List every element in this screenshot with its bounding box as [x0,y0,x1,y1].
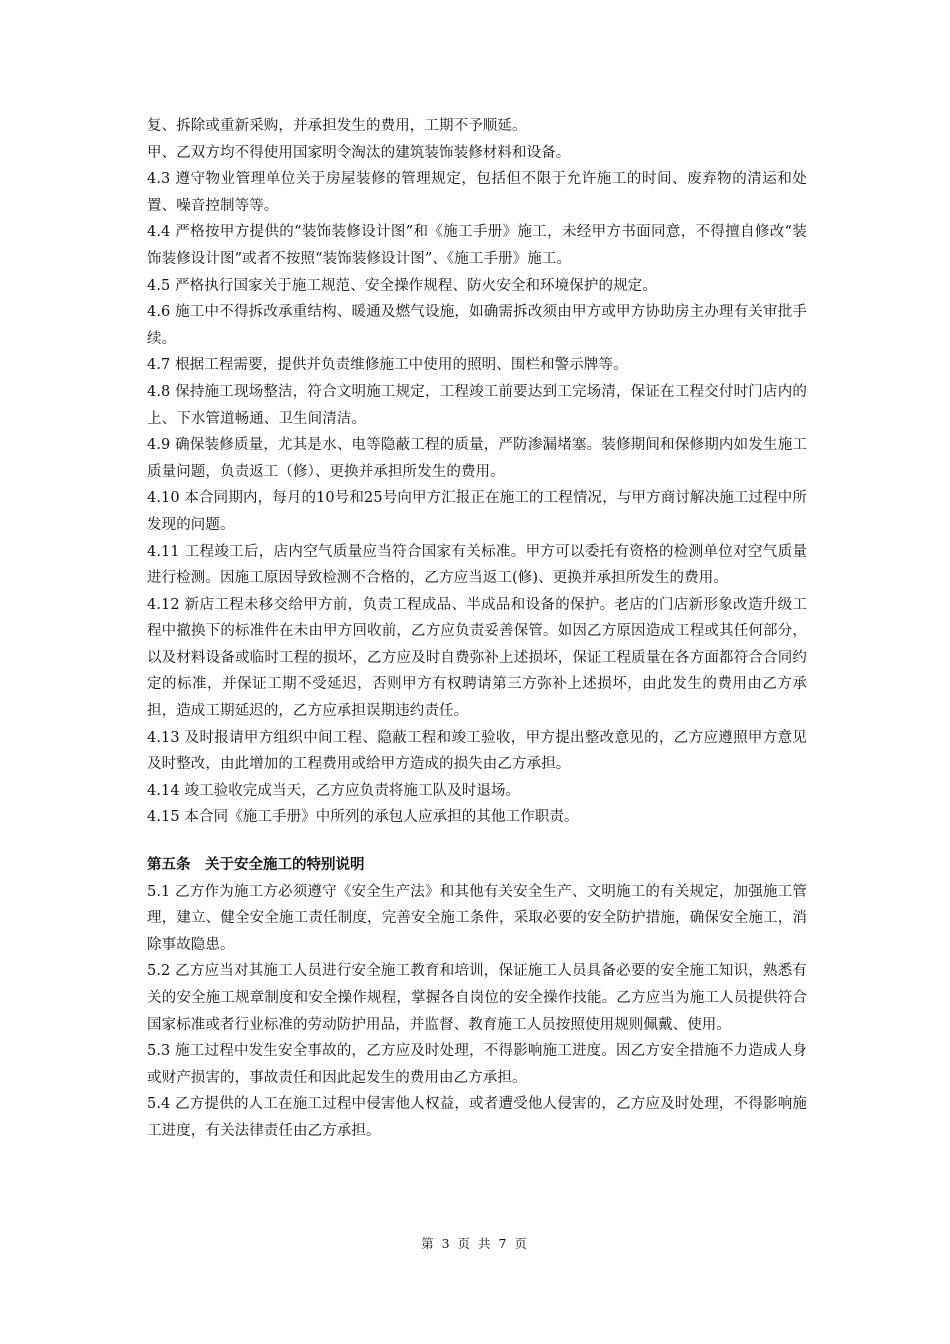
clause-5-3: 5.3 施工过程中发生安全事故的，乙方应及时处理，不得影响施工进度。因乙方安全措施不力造成人身或财产损害的，事故责任和因此起发生的费用由乙方承担。 [147,1043,807,1086]
clause-5-4: 5.4 乙方提供的人工在施工过程中侵害他人权益，或者遭受他人侵害的，乙方应及时处理，不得影响施工进度，有关法律责任由乙方承担。 [147,1096,807,1139]
clause-4-8: 4.8 保持施工现场整洁，符合文明施工规定，工程竣工前要达到工完场清，保证在工程交付时门店内的上、下水管道畅通、卫生间清洁。 [147,383,807,427]
section-spacer [147,831,807,852]
clause-5-1: 5.1 乙方作为施工方必须遵守《安全生产法》和其他有关安全生产、文明施工的有关规定，加强施工管理，建立、健全安全施工责任制度，完善安全施工条件，采取必要的安全防护措施，确保安全施工，消除事故隐患。 [147,883,807,953]
clause-5-2: 5.2 乙方应当对其施工人员进行安全施工教育和培训，保证施工人员具备必要的安全施工知识，熟悉有关的安全施工规章制度和安全操作规程，掌握各自岗位的安全操作技能。乙方应当为施工人员提供符合国家标准或者行业标准的劳动防护用品，并监督、教育施工人员按照使用规则佩戴、使用。 [147,963,807,1033]
clause-4-12: 4.12 新店工程未移交给甲方前，负责工程成品、半成品和设备的保护。老店的门店新形象改造升级工程中撤换下的标准件在未由甲方回收前，乙方应负责妥善保管。如因乙方原因造成工程或其任何部分，以及材料设备或临时工程的损坏，乙方应及时自费弥补上述损坏，保证工程质量在各方面都符合合同约定的标准，并保证工期不受延迟，否则甲方有权聘请第三方弥补上述损坏，由此发生的费用由乙方承担，造成工期延迟的，乙方应承担误期违约责任。 [147,596,807,720]
clause-4-4: 4.4 严格按甲方提供的“装饰装修设计图”和《施工手册》施工，未经甲方书面同意，不得擅自修改“装饰装修设计图”或者不按照“装饰装修设计图”、《施工手册》施工。 [147,224,807,267]
clause-4-3: 4.3 遵守物业管理单位关于房屋装修的管理规定，包括但不限于允许施工的时间、废弃物的清运和处置、噪音控制等等。 [147,171,807,214]
paragraph: 甲、乙双方均不得使用国家明令淘汰的建筑装饰装修材料和设备。 [147,144,571,161]
clause-4-15: 4.15 本合同《施工手册》中所列的承包人应承担的其他工作职责。 [147,809,579,826]
clause-4-14: 4.14 竣工验收完成当天，乙方应负责将施工队及时退场。 [147,782,521,799]
clause-4-5: 4.5 严格执行国家关于施工规范、安全操作规程、防火安全和环境保护的规定。 [147,277,657,294]
clause-4-10: 4.10 本合同期内，每月的10号和25号向甲方汇报正在施工的工程情况，与甲方商讨解决施工过程中所发现的问题。 [147,490,807,533]
page-body [147,113,807,1145]
clause-4-9: 4.9 确保装修质量，尤其是水、电等隐蔽工程的质量，严防渗漏堵塞。装修期间和保修期内如发生施工质量问题，负责返工（修）、更换并承担所发生的费用。 [147,437,807,480]
clause-4-6: 4.6 施工中不得拆改承重结构、暖通及燃气设施，如确需拆改须由甲方或甲方协助房主办理有关审批手续。 [147,304,807,347]
clause-4-11: 4.11 工程竣工后，店内空气质量应当符合国家有关标准。甲方可以委托有资格的检测单位对空气质量进行检测。因施工原因导致检测不合格的，乙方应当返工(修)、更换并承担所发生的费用。 [147,543,807,587]
page-footer: 第 3 页 共 7 页 [421,1236,529,1251]
clause-4-7: 4.7 根据工程需要，提供并负责维修施工中使用的照明、围栏和警示牌等。 [147,357,628,374]
section-heading: 第五条 关于安全施工的特别说明 [147,857,365,874]
clause-4-13: 4.13 及时报请甲方组织中间工程、隐蔽工程和竣工验收，甲方提出整改意见的，乙方应遵照甲方意见及时整改，由此增加的工程费用或给甲方造成的损失由乙方承担。 [147,729,807,773]
paragraph: 复、拆除或重新采购，并承担发生的费用，工期不予顺延。 [147,118,527,134]
